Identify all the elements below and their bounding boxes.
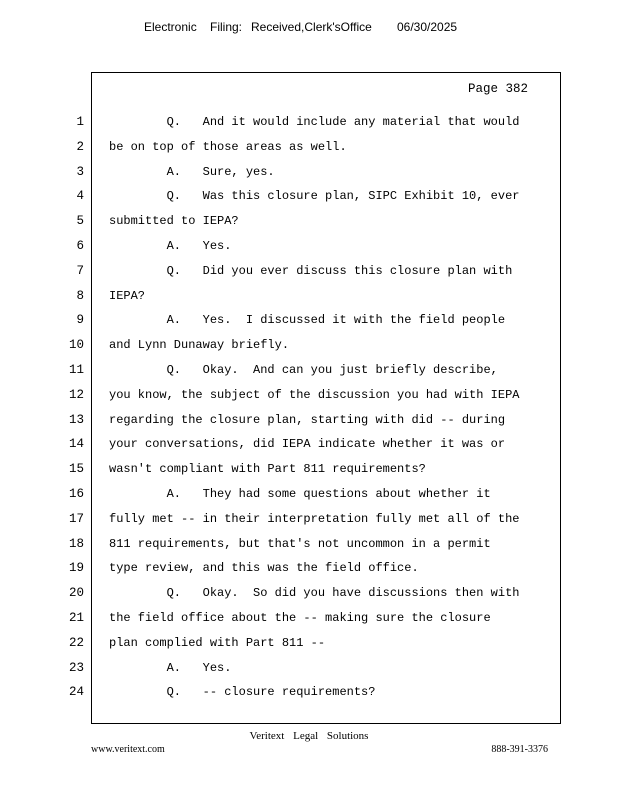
transcript-line: 811 requirements, but that's not uncommon in a permit: [109, 536, 491, 551]
transcript-line: A. They had some questions about whether it: [109, 486, 491, 501]
line-number-column: [60, 110, 84, 705]
transcript-line: plan complied with Part 811 --: [109, 635, 326, 650]
line-number: 11: [68, 362, 84, 377]
transcript-line: be on top of those areas as well.: [109, 139, 347, 154]
filing-header: [0, 20, 618, 38]
transcript-line: Q. Was this closure plan, SIPC Exhibit 10, ever: [109, 189, 520, 204]
header-date: 06/30/2025: [397, 20, 458, 34]
line-number: 2: [76, 139, 84, 154]
transcript-line: Q. Okay. So did you have discussions then with: [109, 586, 520, 601]
line-number: 17: [68, 511, 84, 526]
transcript-line: the field office about the -- making sure the closure: [109, 610, 491, 625]
line-number: 7: [76, 263, 84, 278]
transcript-line: you know, the subject of the discussion you had with IEPA: [109, 387, 520, 402]
line-number: 18: [68, 536, 84, 551]
transcript-line: submitted to IEPA?: [109, 214, 239, 229]
line-number: 10: [68, 338, 84, 353]
header-received: Received,Clerk'sOffice: [251, 20, 372, 34]
transcript-line: Q. Did you ever discuss this closure plan with: [109, 263, 513, 278]
line-number: 12: [68, 387, 84, 402]
transcript-line: A. Yes.: [109, 660, 232, 675]
footer-phone: 888-391-3376: [491, 744, 548, 755]
header-filing: Filing:: [210, 20, 243, 34]
transcript-line: wasn't compliant with Part 811 requirements?: [109, 462, 426, 477]
transcript-line: IEPA?: [109, 288, 146, 303]
transcript-line: fully met -- in their interpretation fully met all of the: [109, 511, 520, 526]
line-number: 21: [68, 610, 84, 625]
transcript-line: A. Yes. I discussed it with the field people: [109, 313, 506, 328]
transcript-line: type review, and this was the field office.: [109, 561, 419, 576]
line-number: 23: [68, 660, 84, 675]
page-number: Page 382: [467, 82, 528, 96]
line-number: 8: [76, 288, 84, 303]
transcript-line: regarding the closure plan, starting with did -- during: [109, 412, 506, 427]
transcript-line: and Lynn Dunaway briefly.: [109, 338, 290, 353]
line-number: 9: [76, 313, 84, 328]
transcript-body: [109, 110, 549, 705]
line-number: 13: [68, 412, 84, 427]
footer-company: Veritext Legal Solutions: [249, 730, 369, 742]
transcript-line: A. Sure, yes.: [109, 164, 275, 179]
line-number: 5: [76, 214, 84, 229]
line-number: 14: [68, 437, 84, 452]
transcript-line: A. Yes.: [109, 238, 232, 253]
line-number: 3: [76, 164, 84, 179]
line-number: 15: [68, 462, 84, 477]
transcript-line: Q. Okay. And can you just briefly describe,: [109, 362, 498, 377]
transcript-line: Q. -- closure requirements?: [109, 685, 376, 700]
line-number: 4: [76, 189, 84, 204]
line-number: 6: [76, 238, 84, 253]
line-number: 20: [68, 586, 84, 601]
line-number: 1: [76, 115, 84, 129]
line-number: 24: [68, 685, 84, 700]
line-number: 19: [68, 561, 84, 576]
line-number: 16: [68, 486, 84, 501]
transcript-line: Q. And it would include any material that would: [109, 115, 520, 129]
header-electronic: Electronic: [144, 20, 197, 34]
transcript-line: your conversations, did IEPA indicate whether it was or: [109, 437, 506, 452]
line-number: 22: [68, 635, 84, 650]
footer-website: www.veritext.com: [91, 744, 165, 755]
